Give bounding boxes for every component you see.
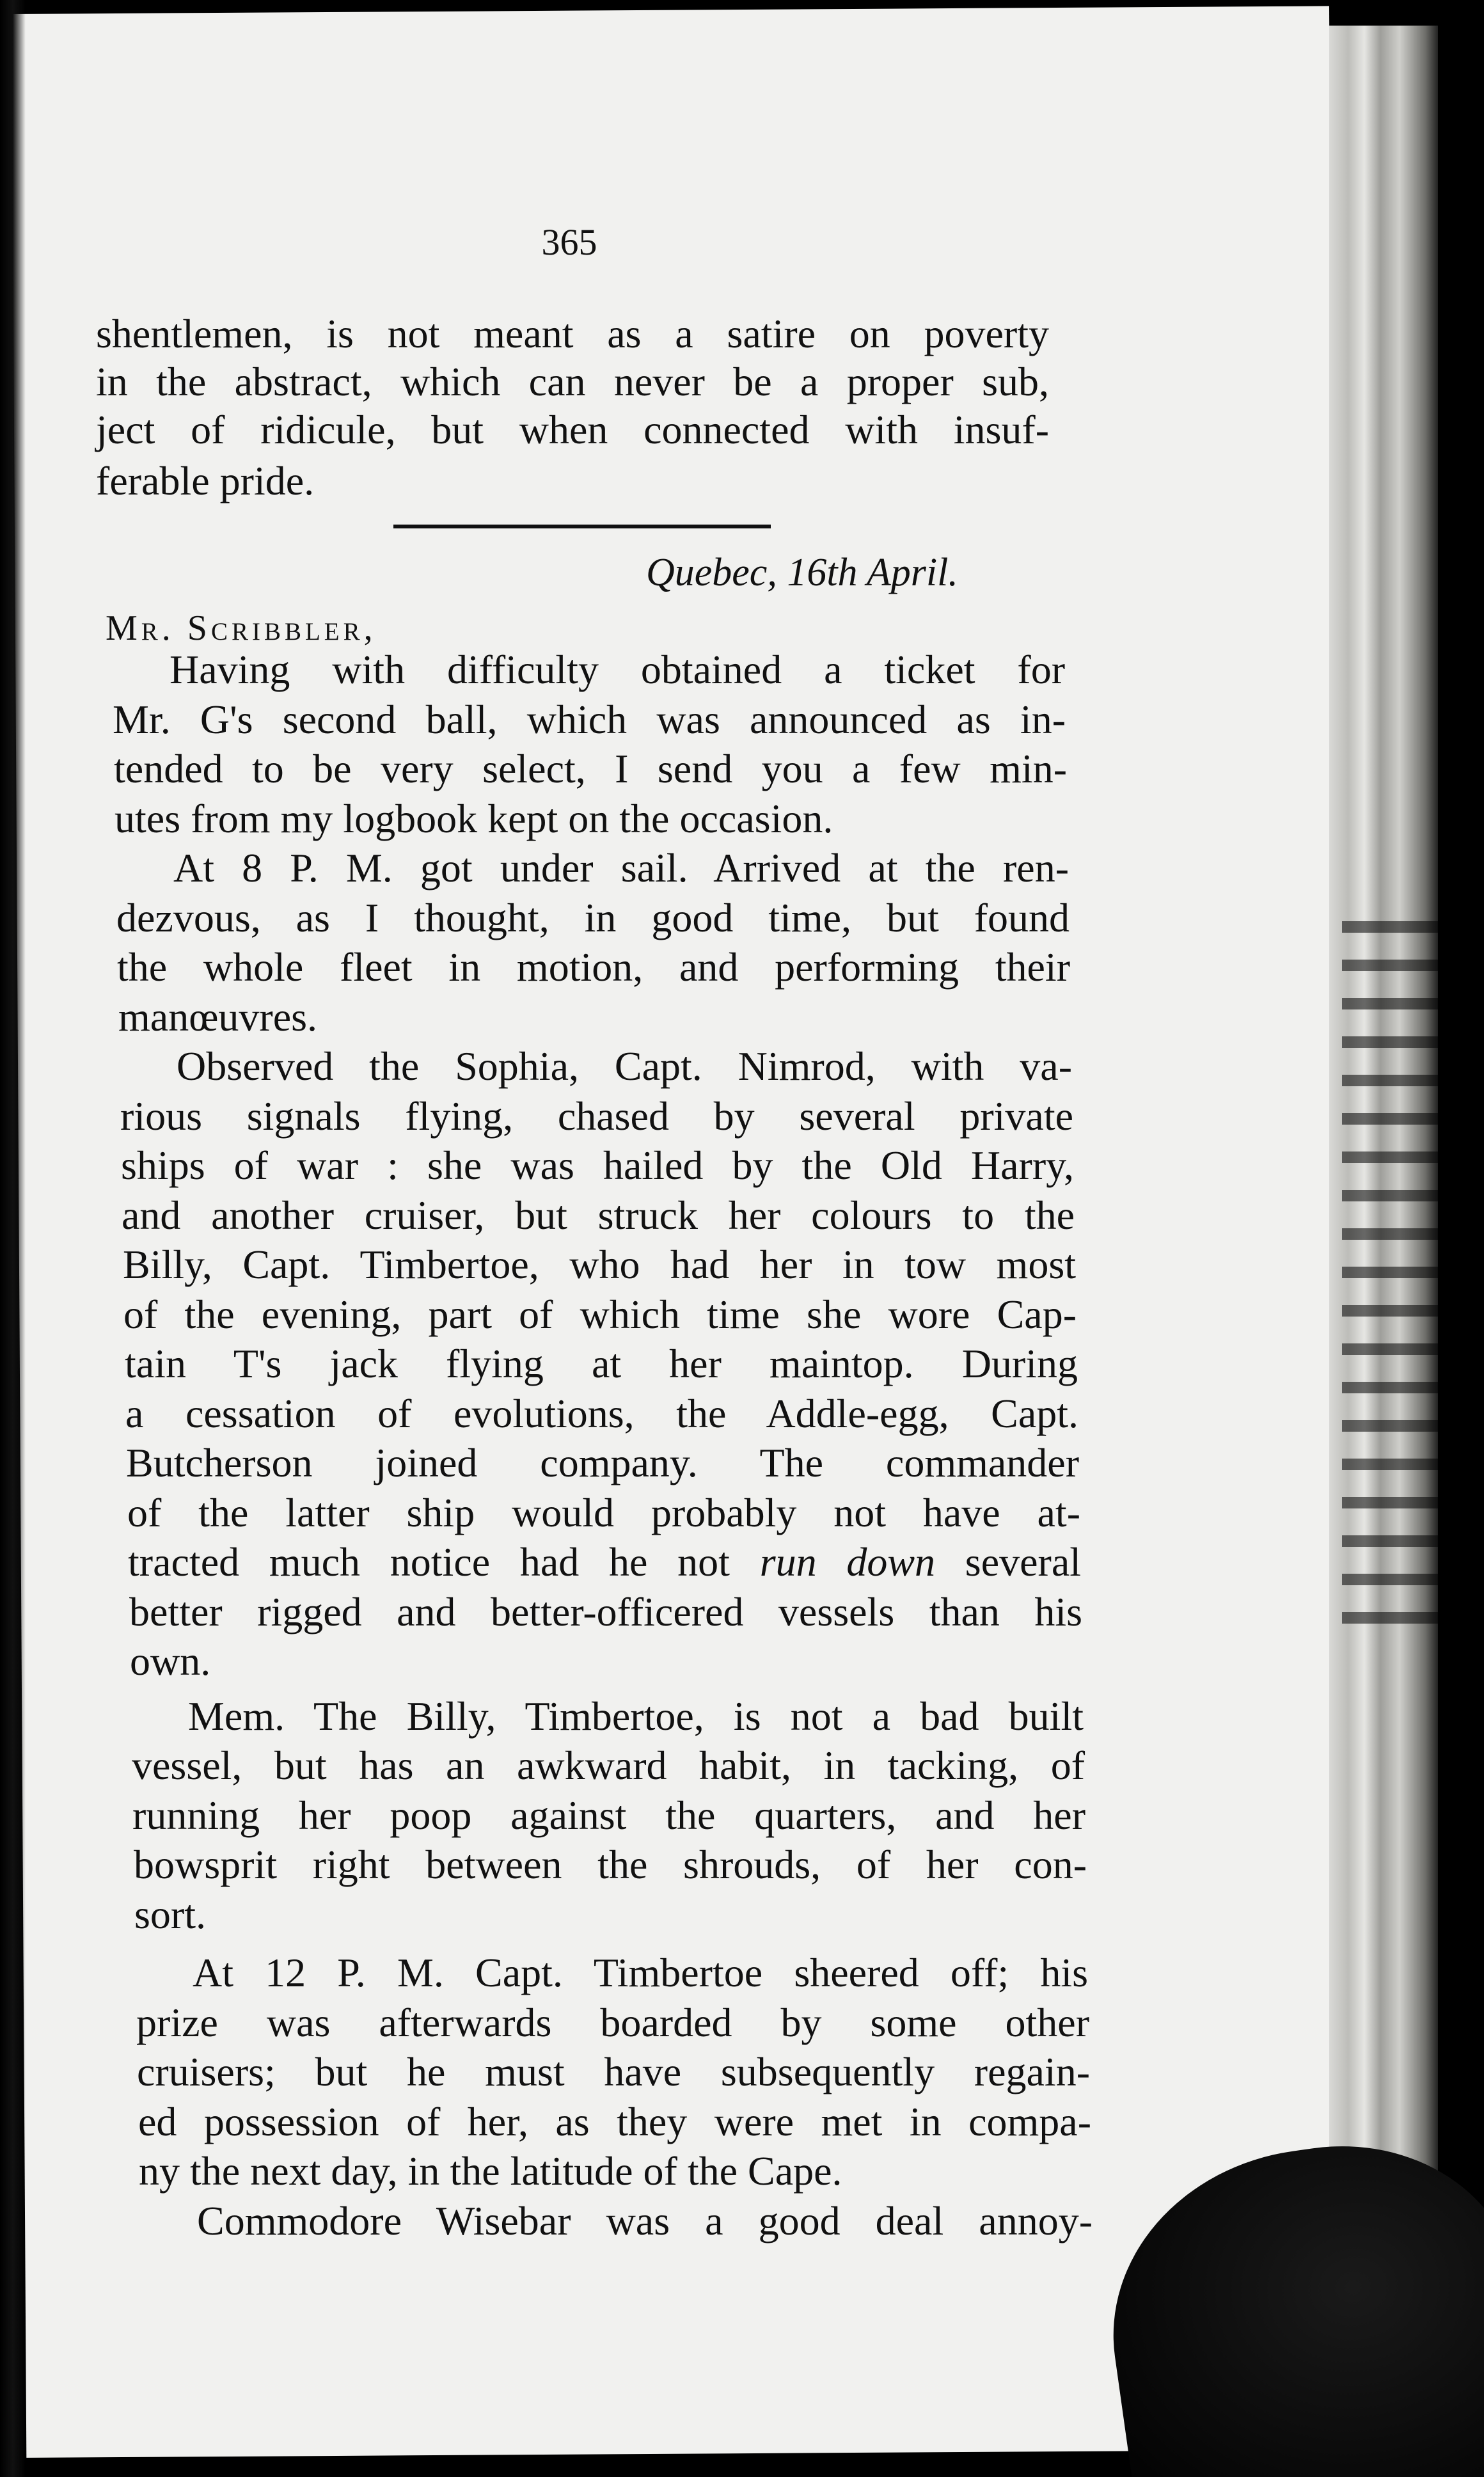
text-line: At 12 P. M. Capt. Timbertoe sheered off; his (193, 1950, 1088, 1995)
text-line: own. (130, 1638, 211, 1684)
text-line: Commodore Wisebar was a good deal annoy- (197, 2198, 1093, 2244)
text-line: Mr. G's second ball, which was announced as in- (113, 697, 1066, 742)
text-line: of the evening, part of which time she wore Cap- (123, 1292, 1077, 1337)
text-line: tain T's jack flying at her maintop. During (125, 1341, 1078, 1386)
text-line: ny the next day, in the latitude of the Cape. (139, 2148, 842, 2194)
text-line: tended to be very select, I send you a few min- (114, 746, 1067, 791)
text-line: vessel, but has an awkward habit, in tacking, of (132, 1743, 1085, 1788)
text-line: Butcherson joined company. The commander (126, 1440, 1079, 1485)
gutter-shadow (0, 0, 26, 2477)
page-number: 365 (541, 221, 597, 263)
text-line: the whole fleet in motion, and performing their (117, 944, 1070, 990)
text-line: At 8 P. M. got under sail. Arrived at the ren- (173, 845, 1069, 890)
text-line: manœuvres. (118, 994, 318, 1040)
salutation: Mr. Scribbler, (106, 608, 377, 648)
text-line: ships of war : she was hailed by the Old Harry, (121, 1143, 1074, 1188)
text-line: in the abstract, which can never be a proper sub, (96, 359, 1049, 404)
text-line: and another cruiser, but struck her colours to the (122, 1192, 1075, 1238)
text-line: prize was afterwards boarded by some other (136, 2000, 1089, 2045)
text-line: Billy, Capt. Timbertoe, who had her in tow most (123, 1242, 1076, 1287)
text-line: better rigged and better-officered vessels than his (129, 1589, 1082, 1634)
text-line: dezvous, as I thought, in good time, but found (116, 895, 1070, 940)
text-line: Observed the Sophia, Capt. Nimrod, with va- (177, 1043, 1072, 1089)
text-line: running her poop against the quarters, and her (132, 1792, 1085, 1838)
text-line: ferable pride. (96, 458, 315, 503)
italic-phrase: run down (759, 1539, 936, 1585)
text-line: Having with difficulty obtained a ticket for (170, 647, 1065, 692)
text-line: rious signals flying, chased by several private (120, 1093, 1073, 1139)
text-line: bowsprit right between the shrouds, of her con- (134, 1842, 1087, 1887)
text-line: ed possession of her, as they were met in compa- (138, 2099, 1091, 2144)
text-line: utes from my logbook kept on the occasion. (114, 796, 833, 841)
section-rule (393, 525, 771, 528)
text-line: cruisers; but he must have subsequently regain- (137, 2049, 1090, 2094)
text-line: ject of ridicule, but when connected with insuf- (96, 407, 1049, 452)
text-line: Mem. The Billy, Timbertoe, is not a bad built (188, 1693, 1084, 1739)
text-line: shentlemen, is not meant as a satire on poverty (96, 311, 1049, 356)
book-fore-edge (1329, 26, 1438, 2457)
text-line: of the latter ship would probably not have at- (127, 1490, 1080, 1535)
dateline: Quebec, 16th April. (646, 551, 958, 594)
text-line: a cessation of evolutions, the Addle-egg, Capt. (125, 1391, 1078, 1436)
text-line: tracted much notice had he not run down several (128, 1539, 1082, 1585)
text-line: sort. (134, 1892, 206, 1937)
